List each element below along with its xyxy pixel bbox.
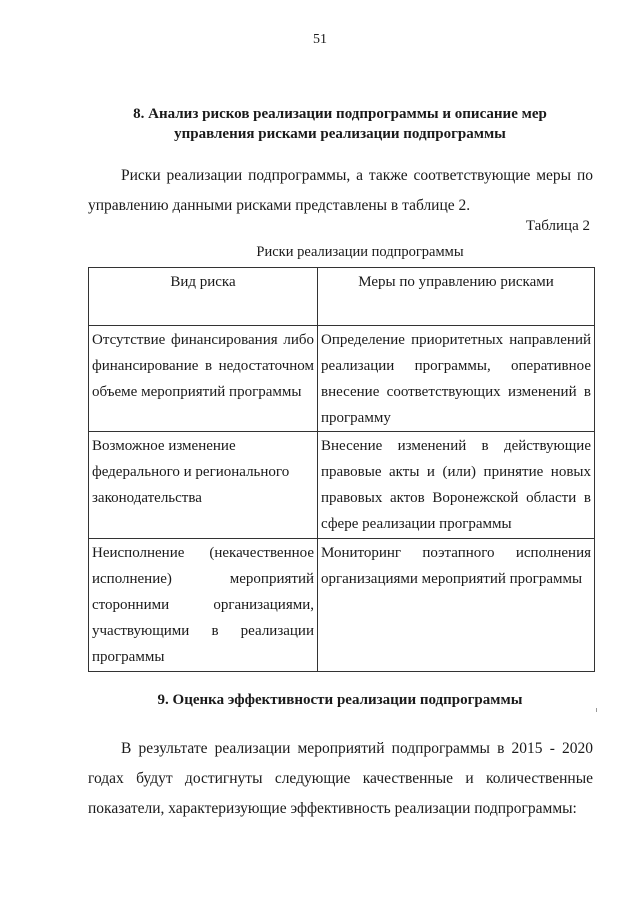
risk-text: Неисполнение (некачественное исполнение) мероприятий сторонними организациями, участвующими в реализации программы [92, 545, 314, 665]
risk-cell [89, 326, 318, 432]
table-row [89, 326, 595, 432]
risk-text: Возможное изменение федерального и регионального законодательства [92, 438, 290, 506]
section-8-intro: Риски реализации подпрограммы, а также соответствующие меры по управлению данными рисками представлены в таблице 2. [88, 167, 593, 214]
table-title: Риски реализации подпрограммы [256, 244, 464, 260]
measures-text: Внесение изменений в действующие правовые акты и (или) принятие новых правовых актов Воронежской области в сфере реализации программы [321, 438, 591, 532]
header-risk-type: Вид риска [89, 268, 318, 326]
table-row [89, 539, 595, 672]
measures-cell [318, 539, 595, 672]
risk-cell [89, 432, 318, 539]
page-number: 51 [313, 32, 327, 47]
section-9-heading: 9. Оценка эффективности реализации подпрограммы [157, 692, 523, 708]
table-row [89, 432, 595, 539]
risks-table [88, 267, 595, 672]
table-caption: Таблица 2 [525, 218, 590, 234]
risk-cell [89, 539, 318, 672]
measures-cell [318, 326, 595, 432]
measures-text: Мониторинг поэтапного исполнения организациями мероприятий программы [321, 545, 591, 587]
section-8-heading [70, 104, 610, 144]
scan-mark [596, 708, 597, 712]
table-header-row [89, 268, 595, 326]
section-8-heading-line1: 8. Анализ рисков реализации подпрограммы и описание мер [133, 106, 547, 122]
section-9-intro: В результате реализации мероприятий подпрограммы в 2015 - 2020 годах будут достигнуты следующие качественные и количественные показатели, характеризующие эффективность реализации подпрограммы: [88, 740, 593, 817]
section-8-heading-line2: управления рисками реализации подпрограммы [174, 126, 506, 142]
risk-text: Отсутствие финансирования либо финансирование в недостаточном объеме мероприятий программы [92, 332, 314, 400]
header-risk-measures: Меры по управлению рисками [318, 268, 595, 326]
measures-cell [318, 432, 595, 539]
measures-text: Определение приоритетных направлений реализации программы, оперативное внесение соответствующих изменений в программу [321, 332, 591, 426]
